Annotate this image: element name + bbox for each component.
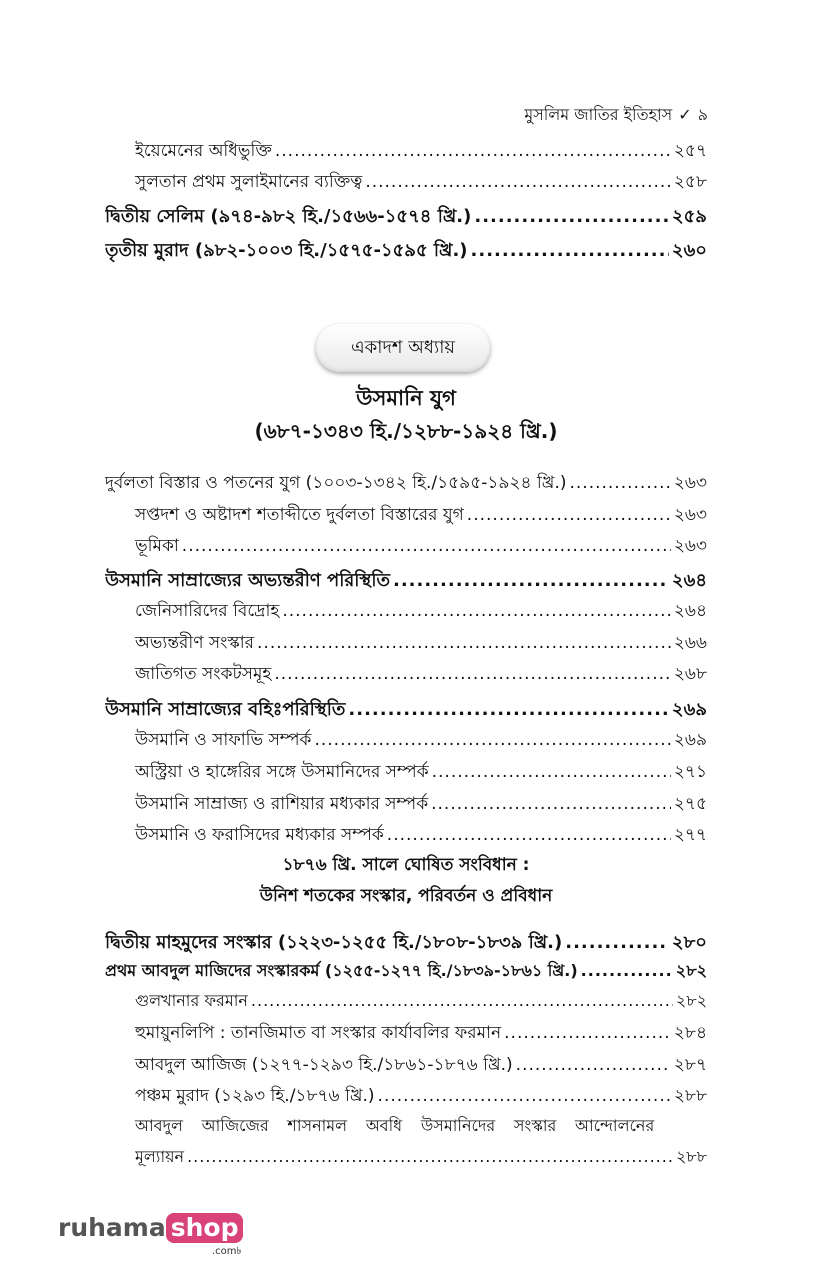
title-word: অবধি [365,1116,403,1135]
toc-entry[interactable] [105,958,707,988]
section-heading-line2: উনিশ শতকের সংস্কার, পরিবর্তন ও প্রবিধান [259,886,553,906]
toc-entry-page: ২৭৫ [673,794,707,814]
toc-entry-page: ২৬৯ [673,730,707,750]
toc-entry-page: ২৭৭ [673,825,707,845]
leader-dots [314,730,670,750]
logo-text-shop: shop [166,1213,244,1243]
leader-dots [348,699,669,720]
toc-entry[interactable] [105,138,707,169]
leader-dots [257,633,671,653]
leader-dots [569,473,670,493]
toc-entry[interactable] [105,598,707,630]
toc-entry[interactable] [105,169,707,202]
toc-entry-title: অভ্যন্তরীণ সংস্কার [135,633,255,653]
toc-entry-title: উসমানি সাম্রাজ্য ও রাশিয়ার মধ্যকার সম্পর্ক [135,794,429,814]
chapter-title: উসমানি যুগ [356,386,456,410]
toc-entry[interactable] [105,928,707,958]
toc-entry[interactable] [105,630,707,661]
toc-entry-title: অস্ট্রিয়া ও হাঙ্গেরির সঙ্গে উসমানিদের সম্পর্ক [135,762,429,782]
toc-entry-page: ২৫৮ [673,172,707,192]
toc-entry-page: ২৮০ [671,932,707,953]
toc-entry-page: ২৮২ [675,961,707,980]
toc-entry-title: উসমানি সাম্রাজ্যের অভ্যন্তরীণ পরিস্থিতি [105,570,390,591]
toc-entry-title: সুলতান প্রথম সুলাইমানের ব্যক্তিত্ব [135,172,363,192]
section-heading-line1: ১৮৭৬ খ্রি. সালে ঘোষিত সংবিধান : [282,855,530,875]
toc-entry-page: ২৬৩ [673,505,707,525]
page-number: ৯ [697,105,708,124]
title-word: শাসনামল [287,1116,348,1135]
header-separator: ✓ [678,105,692,124]
toc-entry-title: তৃতীয় মুরাদ (৯৮২-১০০৩ হি./১৫৭৫-১৫৯৫ খ্রি.) [105,240,468,261]
toc-entry-title: ইয়েমেনের অধিভুক্তি [135,141,272,161]
toc-entry-title: পঞ্চম মুরাদ (১২৯৩ হি./১৮৭৬ খ্রি.) [135,1086,375,1106]
toc-entry-title: মূল্যায়ন [135,1147,185,1166]
chapter-label-badge [316,324,490,372]
toc-entry-page: ২৫৭ [673,141,707,161]
toc-entry[interactable] [105,661,707,695]
toc-entry-page: ২৬৩ [673,473,707,493]
toc-middle [105,470,707,854]
toc-entry-page: ২৭১ [673,762,707,782]
leader-dots [187,1141,673,1172]
toc-entry-page: ২৮৪ [673,1023,707,1043]
title-word: আন্দোলনের [575,1116,655,1135]
toc-entry[interactable] [105,533,707,566]
toc-entry-page: ২৬০ [671,240,707,261]
toc-entry-page: ২৬৬ [673,633,707,653]
watermark-logo [58,1213,243,1257]
toc-entry[interactable] [105,988,707,1020]
toc-entry[interactable] [105,791,707,822]
toc-entry[interactable] [105,502,707,533]
toc-entry-title: জেনিসারিদের বিদ্রোহ [135,601,280,621]
toc-entry[interactable] [105,759,707,791]
toc-entry[interactable] [105,822,707,854]
logo-shop-wrap [166,1213,244,1257]
toc-entry-page: ২৬৮ [673,664,707,684]
leader-dots [431,794,671,814]
toc-entry-page: ২৮৭ [673,1055,707,1075]
leader-dots [467,505,671,525]
logo-text-com: .com৳ [211,1246,242,1257]
toc-entry[interactable] [105,1052,707,1083]
line-end-spacer [673,1110,707,1141]
toc-entry-title: উসমানি ও সাফাভি সম্পর্ক [135,730,312,750]
leader-dots [182,536,671,556]
toc-entry-title: উসমানি ও ফরাসিদের মধ্যকার সম্পর্ক [135,825,384,845]
chapter-subtitle: (৬৮৭-১৩৪৩ হি./১২৮৮-১৯২৪ খ্রি.) [254,419,558,443]
leader-dots [365,172,671,192]
toc-entry[interactable] [105,695,707,727]
chapter-label: একাদশ অধ্যায় [350,336,456,358]
toc-entry[interactable] [105,236,707,270]
toc-top [105,138,707,270]
toc-entry-title: দুর্বলতা বিস্তার ও পতনের যুগ (১০০৩-১৩৪২ হি./১৫৯৫-১৯২৪ খ্রি.) [105,473,567,493]
toc-entry[interactable] [105,566,707,598]
leader-dots [387,825,671,845]
toc-entry-title: দ্বিতীয় মাহমুদের সংস্কার (১২২৩-১২৫৫ হি./১৮০৮-১৮৩৯ খ্রি.) [105,932,563,953]
leader-dots [516,1055,671,1075]
toc-entry-multiline[interactable] [135,1110,707,1172]
leader-dots [474,206,669,227]
toc-entry-title: হুমায়ুনলিপি : তানজিমাত বা সংস্কার কার্যাবলির ফরমান [135,1023,502,1043]
logo-text-ruhama: ruhama [58,1213,166,1242]
book-title: মুসলিম জাতির ইতিহাস [524,105,673,124]
leader-dots [471,240,669,261]
toc-entry[interactable] [105,470,707,502]
leader-dots [565,932,669,953]
toc-entry-title: দ্বিতীয় সেলিম (৯৭৪-৯৮২ হি./১৫৬৬-১৫৭৪ খ্রি.) [105,206,472,227]
leader-dots [275,141,671,161]
toc-entry-title-line2 [135,1141,707,1172]
toc-entry-title: সপ্তদশ ও অষ্টাদশ শতাব্দীতে দুর্বলতা বিস্তারের যুগ [135,505,464,525]
toc-entry-page: ২৮৮ [675,1147,707,1166]
leader-dots [393,570,669,591]
running-head [524,102,708,129]
toc-entry-page: ২৫৯ [671,206,707,227]
toc-entry-page: ২৬৯ [671,699,707,720]
leader-dots [378,1086,671,1106]
toc-entry-title: জাতিগত সংকটসমূহ [135,664,272,684]
leader-dots [282,601,671,621]
leader-dots [432,762,671,782]
toc-entry-page: ২৬৪ [671,570,707,591]
toc-entry-page: ২৮২ [675,991,707,1010]
toc-bottom [105,928,707,1115]
leader-dots [251,991,673,1010]
title-word: সংস্কার [513,1116,557,1135]
toc-entry-title: উসমানি সাম্রাজ্যের বহিঃপরিস্থিতি [105,699,346,720]
toc-entry-title-line1 [135,1110,707,1141]
leader-dots [504,1023,671,1043]
toc-entry-title: আবদুল আজিজ (১২৭৭-১২৯৩ হি./১৮৬১-১৮৭৬ খ্রি.) [135,1055,513,1075]
toc-entry-title: ভূমিকা [135,536,179,556]
title-word: উসমানিদের [420,1116,496,1135]
toc-entry[interactable] [105,1020,707,1052]
toc-entry-title: গুলখানার ফরমান [135,991,248,1010]
title-word: আজিজের [201,1116,269,1135]
toc-entry-page: ২৮৮ [673,1086,707,1106]
toc-entry[interactable] [105,202,707,236]
title-word: আবদুল [135,1116,183,1135]
leader-dots [581,961,673,980]
toc-entry-page: ২৬৪ [673,601,707,621]
toc-entry-title: প্রথম আবদুল মাজিদের সংস্কারকর্ম (১২৫৫-১২৭৭ হি./১৮৩৯-১৮৬১ খ্রি.) [105,961,578,980]
toc-entry[interactable] [105,727,707,759]
leader-dots [274,664,670,684]
toc-entry-page: ২৬৩ [673,536,707,556]
